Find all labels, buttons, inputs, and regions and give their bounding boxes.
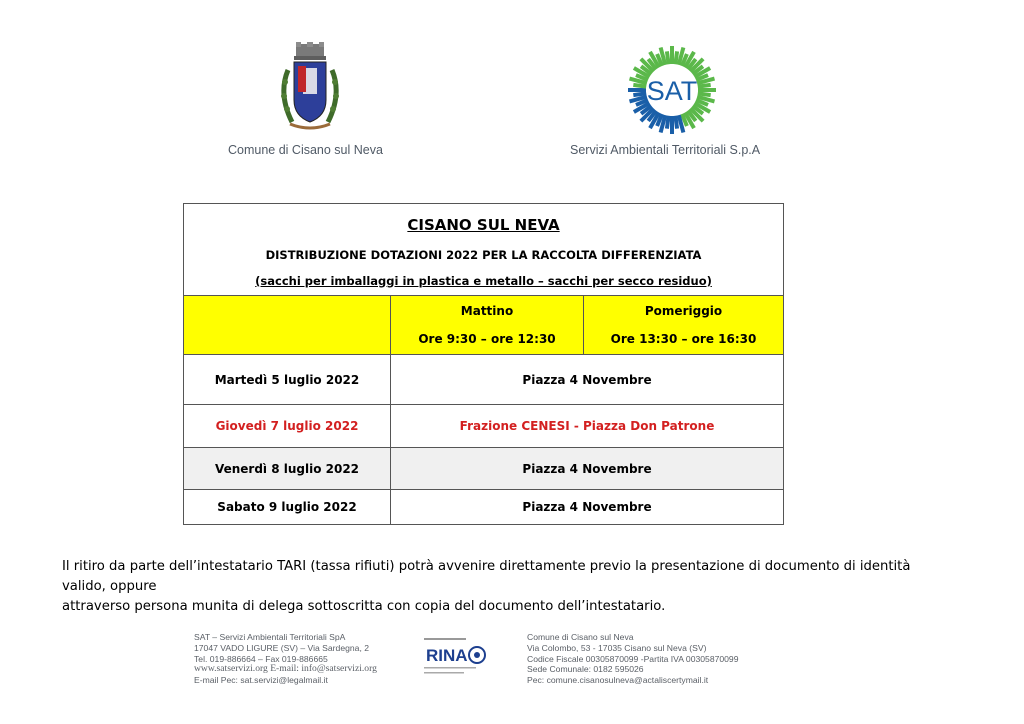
time-slot-header-row <box>184 296 784 355</box>
footer-comune-line: Sede Comunale: 0182 595026 <box>527 664 644 675</box>
row-date: Sabato 9 luglio 2022 <box>184 490 391 525</box>
row-place: Piazza 4 Novembre <box>391 355 784 405</box>
table-title: CISANO SUL NEVA <box>407 215 560 234</box>
collection-notice <box>62 557 942 617</box>
afternoon-slot-hours: Ore 13:30 – ore 16:30 <box>610 332 757 346</box>
rina-logo-text: RINA <box>426 646 468 665</box>
notice-line-2: attraverso persona munita di delega sottoscritta con copia del documento dell’intestatario. <box>62 599 666 614</box>
row-place: Piazza 4 Novembre <box>391 448 784 490</box>
sat-logo-ray <box>633 85 646 87</box>
footer-sat-line: E-mail Pec: sat.servizi@legalmail.it <box>194 675 328 686</box>
table-note: (sacchi per imballaggi in plastica e metallo – sacchi per secco residuo) <box>255 273 712 288</box>
rina-certification-icon <box>422 635 488 679</box>
table-row <box>184 355 784 405</box>
table-row <box>184 448 784 490</box>
sat-logo-ray <box>698 85 711 87</box>
empty-corner-cell <box>184 296 391 355</box>
sat-logo-icon <box>626 44 718 136</box>
table-row <box>184 490 784 525</box>
footer-sat-contacts <box>194 632 377 686</box>
footer-comune-line: Pec: comune.cisanosulneva@actaliscertymail.it <box>527 675 709 686</box>
sat-logo-text: SAT <box>646 76 698 106</box>
table-row <box>184 405 784 448</box>
footer-sat-line: SAT – Servizi Ambientali Territoriali SpA <box>194 632 346 642</box>
notice-line-1: Il ritiro da parte dell’intestatario TARI (tassa rifiuti) potrà avvenire direttamente previo la presentazione di documento di identità valido, oppure <box>62 559 911 594</box>
sat-logo-ray <box>667 51 669 64</box>
morning-slot-hours: Ore 9:30 – ore 12:30 <box>418 332 556 346</box>
footer-comune-contacts <box>527 632 739 686</box>
afternoon-slot-cell <box>584 296 784 355</box>
row-place: Piazza 4 Novembre <box>391 490 784 525</box>
afternoon-slot-name: Pomeriggio <box>644 304 723 318</box>
footer-comune-line: Via Colombo, 53 - 17035 Cisano sul Neva (SV) <box>527 642 707 653</box>
sat-logo-ray <box>698 93 711 95</box>
comune-crest-icon <box>276 42 344 134</box>
footer-sat-line: 17047 VADO LIGURE (SV) – Via Sardegna, 2 <box>194 642 369 653</box>
footer-comune-line: Comune di Cisano sul Neva <box>527 632 634 642</box>
morning-slot-name: Mattino <box>460 304 514 318</box>
table-header-cell <box>184 204 784 296</box>
row-date: Venerdì 8 luglio 2022 <box>184 448 391 490</box>
distribution-schedule-table <box>183 203 784 525</box>
sat-caption: Servizi Ambientali Territoriali S.p.A <box>570 143 761 157</box>
sat-logo-ray <box>675 116 677 129</box>
footer-sat-line: Tel. 019-886664 – Fax 019-886665 <box>194 653 328 664</box>
row-date: Giovedì 7 luglio 2022 <box>184 405 391 448</box>
sat-logo-ray <box>633 93 646 95</box>
morning-slot-cell <box>391 296 584 355</box>
row-place: Frazione CENESI - Piazza Don Patrone <box>391 405 784 448</box>
footer-comune-line: Codice Fiscale 00305870099 -Partita IVA 00305870099 <box>527 653 739 664</box>
comune-caption: Comune di Cisano sul Neva <box>228 143 383 157</box>
footer-sat-web-email: www.satservizi.org E-mail: info@satservizi.org <box>194 663 377 675</box>
row-date: Martedì 5 luglio 2022 <box>184 355 391 405</box>
sat-logo-ray <box>675 51 677 64</box>
sat-logo-ray <box>667 116 669 129</box>
table-subtitle: DISTRIBUZIONE DOTAZIONI 2022 PER LA RACCOLTA DIFFERENZIATA <box>265 247 702 262</box>
